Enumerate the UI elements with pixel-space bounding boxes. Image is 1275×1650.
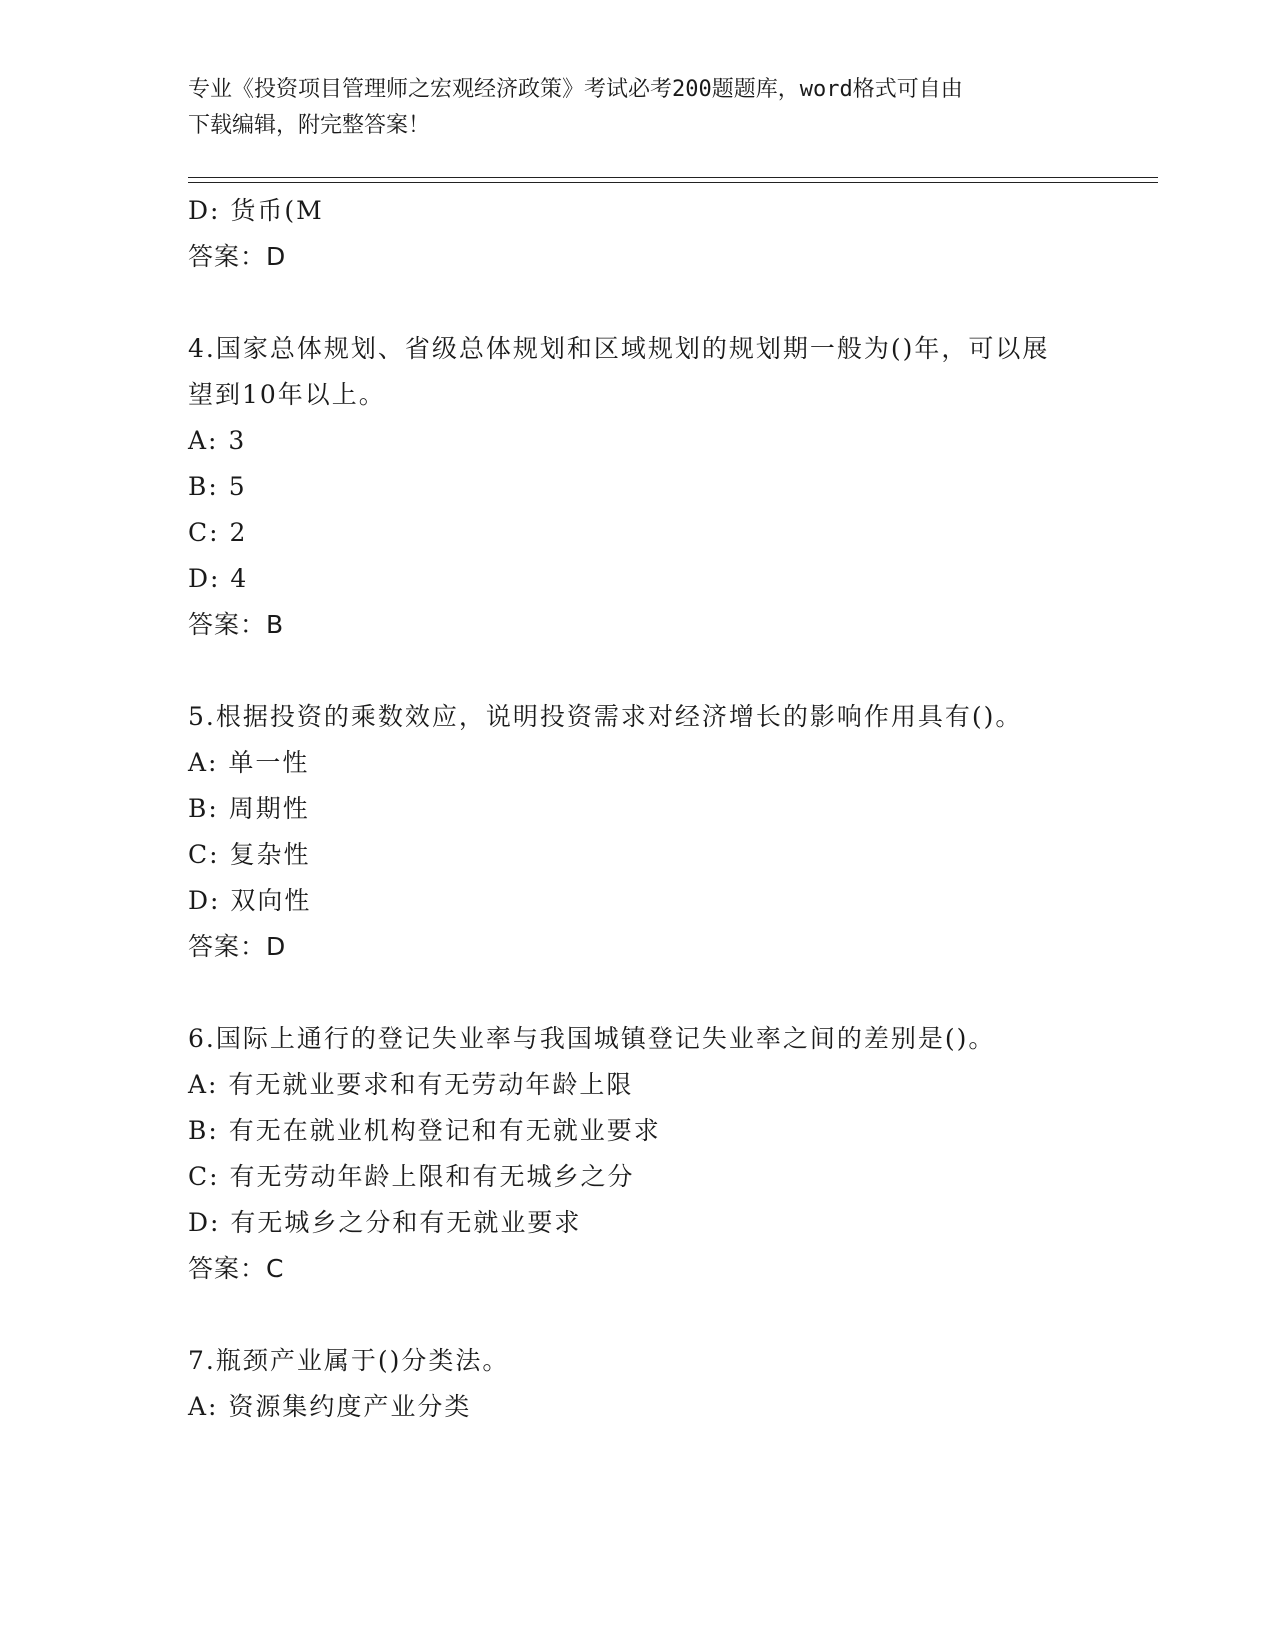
q5-option-b: B: 周期性: [188, 794, 310, 823]
q6-option-a: A: 有无就业要求和有无劳动年龄上限: [188, 1070, 634, 1099]
header-rule-bottom: [188, 182, 1158, 183]
header-rule-top: [188, 177, 1158, 178]
q7-option-a: A: 资源集约度产业分类: [188, 1392, 472, 1421]
q5-answer: 答案：D: [188, 932, 287, 961]
question-list: [188, 188, 1088, 1430]
q6-stem: 6.国际上通行的登记失业率与我国城镇登记失业率之间的差别是()。: [188, 1024, 996, 1053]
q4-answer: 答案：B: [188, 610, 285, 639]
q3-answer: 答案：D: [188, 242, 287, 271]
q6-option-d: D: 有无城乡之分和有无就业要求: [188, 1208, 582, 1237]
q4-option-c: C: 2: [188, 518, 248, 547]
q5-option-c: C: 复杂性: [188, 840, 311, 869]
q6-option-b: B: 有无在就业机构登记和有无就业要求: [188, 1116, 661, 1145]
q4-option-a: A: 3: [188, 426, 247, 455]
q4-stem: 4.国家总体规划、省级总体规划和区域规划的规划期一般为()年，可以展望到10年以上。: [188, 334, 1050, 409]
q6-answer: 答案：C: [188, 1254, 285, 1283]
header-line-1: 专业《投资项目管理师之宏观经济政策》考试必考200题题库，word格式可自由: [188, 77, 963, 102]
q6-option-c: C: 有无劳动年龄上限和有无城乡之分: [188, 1162, 635, 1191]
q5-stem: 5.根据投资的乘数效应，说明投资需求对经济增长的影响作用具有()。: [188, 702, 1023, 731]
document-header: [188, 72, 1088, 144]
q7-stem: 7.瓶颈产业属于()分类法。: [188, 1346, 510, 1375]
header-line-2: 下载编辑，附完整答案！: [188, 113, 431, 138]
q4-option-b: B: 5: [188, 472, 247, 501]
q5-option-d: D: 双向性: [188, 886, 312, 915]
q5-option-a: A: 单一性: [188, 748, 310, 777]
q4-option-d: D: 4: [188, 564, 249, 593]
q3-option-d: D: 货币(M: [188, 196, 324, 225]
